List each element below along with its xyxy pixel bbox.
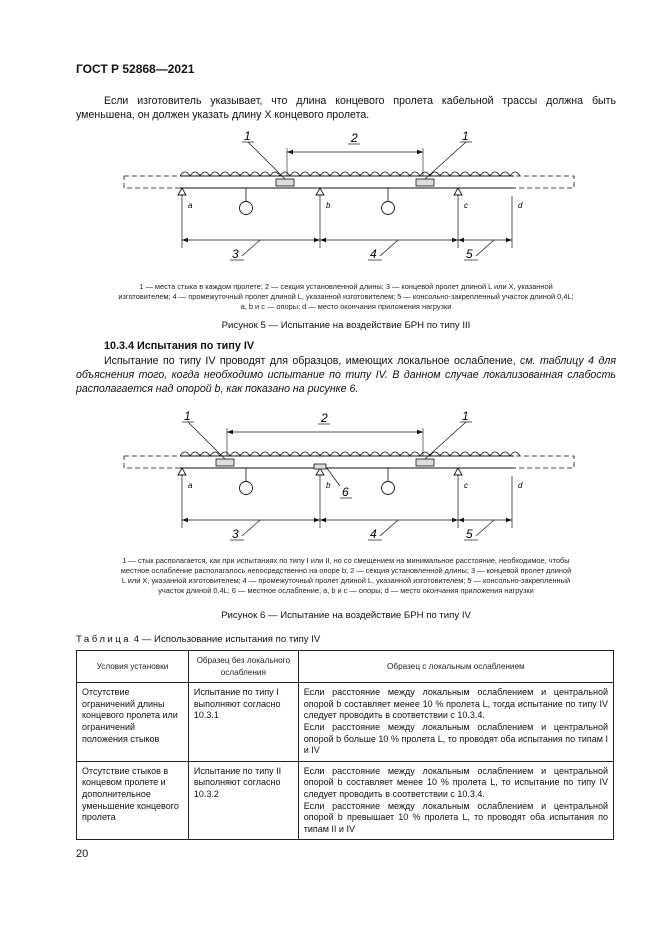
figure-5 — [76, 128, 616, 270]
figure-5-drawing — [76, 128, 616, 270]
cantilever-dimension-head — [506, 238, 512, 242]
cantilever-dimension-head — [458, 518, 464, 522]
callout-label: 5 — [466, 527, 473, 541]
table-4-caption-prefix: Таблица — [76, 634, 132, 645]
figure-6-legend-line: местное ослабление располагалось непосредственно на опоре b; 2 — секция установленной длины; 3 — концевой пролет длиной — [120, 566, 572, 575]
support-label: a — [188, 201, 193, 210]
callout-label: 2 — [321, 411, 328, 425]
table-4-caption-rest: 4 — Использование испытания по типу IV — [131, 634, 321, 645]
callout-label: 6 — [342, 485, 349, 499]
figure-6-legend-line: 1 — стык располагается, как при испытаниях по типу I или II, но со смещением на минимальное расстояние, необходимое, чтобы — [122, 556, 570, 565]
intermediate-span-dimension-head — [320, 238, 326, 242]
figure-6-legend-line: участок длиной 0,4L; 6 — местное ослабление; a, b и c — опоры; d — место окончания приложения нагрузки — [158, 586, 534, 595]
table-cell: Испытание по типу I выполняют согласно 10.3.1 — [188, 683, 298, 762]
figure-5-legend-line: изготовителем; 4 — промежуточный пролет длиной L, указанной изготовителем; 5 — консольно-закрепленный участок длиной 0,4L; — [118, 292, 574, 301]
load-end-label: d — [518, 481, 523, 490]
callout-leader — [188, 422, 225, 459]
figure-6-caption: Рисунок 6 — Испытание на воздействие БРН по типу IV — [221, 610, 471, 621]
support-triangle — [178, 468, 186, 475]
section-length-dimension-head — [227, 430, 233, 434]
intro-paragraph: Если изготовитель указывает, что длина концевого пролета кабельной трассы должна быть уменьшена, он должен указать длину X концевого пролета. — [76, 95, 616, 121]
table-cell — [298, 683, 613, 762]
callout-label: 1 — [184, 409, 191, 423]
weight-circle — [240, 202, 253, 215]
table-cell-text: Если расстояние между локальным ослаблением и центральной опорой b больше 10 % пролета L, то проводят оба испытания по типам I и IV — [303, 721, 608, 756]
table-cell: Отсутствие ограничений длины концевого пролета или ограничений положения стыков — [77, 683, 189, 762]
table-header-cell: Образец с локальным ослаблением — [298, 651, 613, 683]
end-span-dimension-head — [182, 518, 188, 522]
support-label: b — [326, 201, 331, 210]
distributed-load — [180, 172, 520, 176]
intermediate-span-dimension-head — [320, 518, 326, 522]
callout-leader — [380, 520, 398, 536]
support-label: c — [464, 481, 468, 490]
weight-circle — [382, 202, 395, 215]
figure-5-legend-line: 1 — места стыка в каждом пролете; 2 — секция установленной длины; 3 — концевой пролет длиной L или X, указанной — [139, 282, 553, 291]
section-title: 10.3.4 Испытания по типу IV — [104, 340, 255, 352]
table-4-caption — [76, 634, 320, 645]
support-triangle — [454, 468, 462, 475]
callout-label: 3 — [232, 247, 239, 261]
end-span-dimension-head — [182, 238, 188, 242]
table-header-cell: Условия установки — [77, 651, 189, 683]
callout-label: 5 — [466, 247, 473, 261]
callout-label: 1 — [462, 129, 469, 143]
table-cell: Испытание по типу II выполняют согласно 10.3.2 — [188, 761, 298, 840]
callout-label: 3 — [232, 527, 239, 541]
end-span-dimension-head — [314, 518, 320, 522]
callout-leader — [476, 240, 494, 256]
local-weakness-box — [314, 464, 326, 469]
figure-5-legend — [76, 282, 616, 312]
callout-leader — [248, 142, 285, 179]
beam-outline — [124, 456, 574, 468]
support-label: c — [464, 201, 468, 210]
callout-label: 1 — [244, 129, 251, 143]
intermediate-span-dimension-head — [452, 518, 458, 522]
callout-leader — [242, 240, 260, 256]
callout-leader — [425, 422, 466, 459]
table-header-cell: Образец без локального ослабления — [188, 651, 298, 683]
joint-box — [416, 459, 434, 466]
table-row — [77, 683, 614, 762]
cantilever-dimension-head — [506, 518, 512, 522]
weight-circle — [240, 482, 253, 495]
table-cell: Отсутствие стыков в концевом пролете и дополнительное уменьшение концевого пролета — [77, 761, 189, 840]
table-4 — [76, 650, 614, 840]
callout-label: 4 — [370, 527, 377, 541]
callout-leader — [425, 142, 466, 179]
figure-5-legend-line: a, b и c — опоры; d — место окончания приложения нагрузки — [240, 302, 452, 311]
weight-circle — [382, 482, 395, 495]
table-cell-text: Если расстояние между локальным ослаблением и центральной опорой b составляет менее 10 % пролета L, тогда испытание по типу IV следует проводить в соответствии с 10.3.4. — [303, 687, 608, 721]
figure-6 — [76, 408, 616, 550]
callout-leader — [242, 520, 260, 536]
section-length-dimension-head — [417, 150, 423, 154]
callout-label: 2 — [351, 131, 358, 145]
joint-box — [216, 459, 234, 466]
section-length-dimension-head — [287, 150, 293, 154]
distributed-load — [180, 452, 520, 456]
support-triangle — [454, 188, 462, 195]
page-number: 20 — [76, 848, 89, 860]
figure-6-drawing — [76, 408, 616, 550]
cantilever-dimension-head — [458, 238, 464, 242]
joint-box — [276, 179, 294, 186]
callout-leader — [476, 520, 494, 536]
table-cell-text: Если расстояние между локальным ослаблением и центральной опорой b составляет менее 10 % пролета L, то испытание по типу IV следует проводить в соответствии с 10.3.4. — [303, 765, 608, 799]
figure-6-legend — [76, 556, 616, 596]
figure-5-caption: Рисунок 5 — Испытание на воздействие БРН по типу III — [221, 320, 471, 331]
callout-label: 4 — [370, 247, 377, 261]
section-paragraph-text: Испытание по типу IV проводят для образцов, имеющих локальное ослабление, — [104, 355, 521, 367]
section-length-dimension-head — [417, 430, 423, 434]
support-triangle — [316, 188, 324, 195]
support-label: b — [326, 481, 331, 490]
table-row — [77, 761, 614, 840]
table-cell-text: Если расстояние между локальным ослаблением и центральной опорой b превышает 10 % пролета L, то проводят оба испытания по типам II и IV — [303, 800, 608, 834]
beam-outline — [124, 176, 574, 188]
section-paragraph-italic: см. таблицу 4 для объяснения того, когда необходимо испытание по типу IV. В данном случае локализованная слабость располагается над опорой b, как показано на рисунке 6. — [76, 355, 616, 395]
support-triangle — [178, 188, 186, 195]
document-id: ГОСТ Р 52868—2021 — [76, 62, 195, 76]
joint-box — [416, 179, 434, 186]
callout-label: 1 — [462, 409, 469, 423]
figure-6-legend-line: L или X, указанной изготовителем; 4 — промежуточный пролет длиной L, указанной изготовителем; 5 — консольно-закрепленный — [121, 576, 571, 585]
callout-leader — [380, 240, 398, 256]
end-span-dimension-head — [314, 238, 320, 242]
support-label: a — [188, 481, 193, 490]
load-end-label: d — [518, 201, 523, 210]
table-cell — [298, 761, 613, 840]
intermediate-span-dimension-head — [452, 238, 458, 242]
table-header-row — [77, 651, 614, 683]
section-paragraph — [76, 354, 616, 396]
